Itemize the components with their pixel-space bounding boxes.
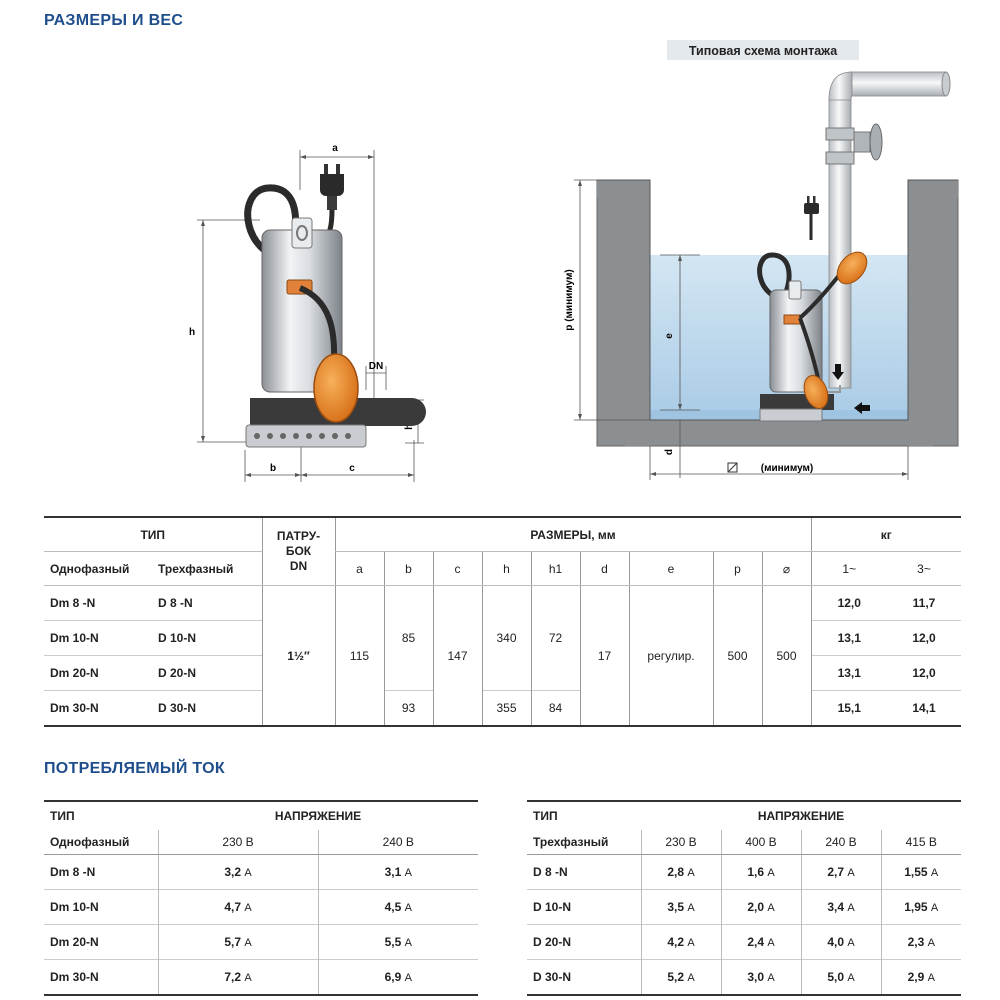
diameter-icon (728, 463, 737, 472)
model-single: Dm 30-N (44, 691, 152, 727)
table-row (44, 925, 478, 960)
header-type: ТИП (533, 809, 558, 823)
header-voltage: НАПРЯЖЕНИЕ (757, 809, 845, 823)
kg-single: 12,0 (811, 586, 887, 621)
model: Dm 10-N (44, 890, 158, 925)
model-three: D 20-N (152, 656, 262, 691)
header-phase: Трехфазный (527, 830, 641, 855)
col-a: a (335, 552, 384, 586)
current-value: 4,7 (224, 900, 241, 914)
cell-dn: 1½″ (262, 586, 335, 727)
header-phase: Однофазный (44, 830, 158, 855)
header-type: ТИП (50, 809, 75, 823)
table-row (44, 586, 961, 621)
current-value: 2,4 (747, 935, 764, 949)
model-three: D 10-N (152, 621, 262, 656)
current-value: 5,0 (827, 970, 844, 984)
kg-single: 15,1 (811, 691, 887, 727)
col-b: b (384, 552, 433, 586)
model-single: Dm 10-N (44, 621, 152, 656)
install-scheme-title: Типовая схема монтажа (688, 44, 838, 58)
current-unit: A (847, 902, 855, 914)
volt-col: 400 В (721, 830, 801, 855)
current-unit: A (687, 972, 695, 984)
col-diameter: ⌀ (762, 552, 811, 586)
kg-three: 12,0 (887, 656, 961, 691)
volt-col: 240 В (801, 830, 881, 855)
current-value: 6,9 (384, 970, 402, 984)
cell-h-1: 340 (482, 586, 531, 691)
current-unit: A (404, 972, 412, 984)
header-port: ПАТРУ- БОК DN (262, 517, 335, 586)
volt-col: 230 В (641, 830, 721, 855)
table-row (44, 960, 478, 996)
current-value: 4,5 (384, 900, 402, 914)
col-d: d (580, 552, 629, 586)
col-kg-three: 3~ (887, 552, 961, 586)
model-single: Dm 20-N (44, 656, 152, 691)
current-value: 7,2 (224, 970, 241, 984)
cell-b2: 93 (384, 691, 433, 727)
cell-h1-2: 84 (531, 691, 580, 727)
dimensions-table (44, 516, 961, 727)
kg-single: 13,1 (811, 656, 887, 691)
current-unit: A (687, 937, 695, 949)
current-value: 3,4 (827, 900, 844, 914)
current-value: 4,2 (667, 935, 684, 949)
section-title-current: ПОТРЕБЛЯЕМЫЙ ТОК (44, 760, 225, 777)
model: D 8 -N (527, 855, 641, 890)
current-unit: A (244, 902, 252, 914)
power-plug-icon (320, 164, 344, 238)
current-value: 1,55 (904, 865, 928, 879)
table-row (44, 691, 961, 727)
dim-label-c: c (349, 463, 355, 474)
cell-p: 500 (713, 586, 762, 727)
table-row (527, 890, 961, 925)
kg-three: 12,0 (887, 621, 961, 656)
col-h1: h1 (531, 552, 580, 586)
model: D 20-N (527, 925, 641, 960)
cell-e: регулир. (629, 586, 713, 727)
current-value: 2,8 (667, 865, 684, 879)
current-value: 5,2 (667, 970, 684, 984)
current-table-single-phase (44, 800, 478, 996)
cell-b1: 85 (384, 586, 433, 691)
current-value: 2,9 (907, 970, 925, 984)
current-unit: A (930, 902, 939, 914)
current-value: 3,0 (747, 970, 764, 984)
cell-diameter: 500 (762, 586, 811, 727)
model: D 10-N (527, 890, 641, 925)
current-unit: A (767, 972, 775, 984)
table-row (527, 855, 961, 890)
current-unit: A (927, 937, 935, 949)
model-three: D 30-N (152, 691, 262, 727)
current-unit: A (930, 867, 939, 879)
current-unit: A (244, 867, 252, 879)
col-c: c (433, 552, 482, 586)
installation-scheme (564, 72, 958, 480)
current-unit: A (767, 867, 775, 879)
current-unit: A (847, 867, 855, 879)
volt-col: 230 В (158, 830, 318, 855)
col-h: h (482, 552, 531, 586)
current-value: 3,1 (384, 865, 402, 879)
cell-d: 17 (580, 586, 629, 727)
kg-single: 13,1 (811, 621, 887, 656)
volt-col: 240 В (318, 830, 478, 855)
current-unit: A (404, 867, 412, 879)
kg-three: 14,1 (887, 691, 961, 727)
cell-h-2: 355 (482, 691, 531, 727)
dim-label-b: b (269, 463, 277, 474)
model: Dm 8 -N (44, 855, 158, 890)
header-single-phase: Однофазный (44, 552, 152, 586)
cell-c: 147 (433, 586, 482, 727)
current-value: 2,7 (827, 865, 844, 879)
current-unit: A (404, 902, 412, 914)
current-unit: A (687, 867, 695, 879)
header-sizes: РАЗМЕРЫ, мм (335, 517, 811, 552)
dim-label-d: d (664, 448, 675, 456)
model: Dm 20-N (44, 925, 158, 960)
model-single: Dm 8 -N (50, 596, 96, 610)
current-unit: A (847, 972, 855, 984)
dim-label-diam: (минимум) (760, 463, 814, 474)
current-value: 3,2 (224, 865, 241, 879)
model: Dm 30-N (44, 960, 158, 996)
table-row (44, 890, 478, 925)
current-value: 1,95 (904, 900, 928, 914)
current-value: 4,0 (827, 935, 844, 949)
section-title-sizes: РАЗМЕРЫ И ВЕС (44, 12, 184, 29)
model: D 30-N (527, 960, 641, 996)
current-unit: A (244, 937, 252, 949)
dim-label-p: p (минимум) (564, 269, 575, 331)
col-kg-single: 1~ (811, 552, 887, 586)
cell-h1-1: 72 (531, 586, 580, 691)
current-unit: A (927, 972, 935, 984)
current-value: 2,0 (747, 900, 764, 914)
col-e: e (629, 552, 713, 586)
current-value: 5,5 (384, 935, 402, 949)
current-table-three-phase (527, 800, 961, 996)
kg-three: 11,7 (912, 596, 936, 610)
header-type: ТИП (44, 517, 262, 552)
dim-label-a: a (332, 143, 338, 154)
dim-label-dn: DN (368, 361, 384, 372)
current-unit: A (687, 902, 695, 914)
table-row (527, 925, 961, 960)
current-value: 3,5 (667, 900, 684, 914)
header-kg: кг (811, 517, 961, 552)
table-row (527, 960, 961, 996)
current-unit: A (767, 902, 775, 914)
dim-label-e: e (664, 333, 675, 339)
header-voltage: НАПРЯЖЕНИЕ (274, 809, 362, 823)
cell-a: 115 (335, 586, 384, 727)
col-p: p (713, 552, 762, 586)
table-row (44, 855, 478, 890)
header-three-phase: Трехфазный (152, 552, 262, 586)
current-unit: A (847, 937, 855, 949)
volt-col: 415 В (881, 830, 961, 855)
dim-label-h: h (188, 327, 196, 338)
current-unit: A (244, 972, 252, 984)
current-unit: A (404, 937, 412, 949)
current-value: 1,6 (747, 865, 764, 879)
current-value: 2,3 (907, 935, 925, 949)
pump-dimension-drawing (189, 143, 426, 482)
model-three: D 8 -N (158, 596, 193, 610)
current-unit: A (767, 937, 775, 949)
current-value: 5,7 (224, 935, 241, 949)
